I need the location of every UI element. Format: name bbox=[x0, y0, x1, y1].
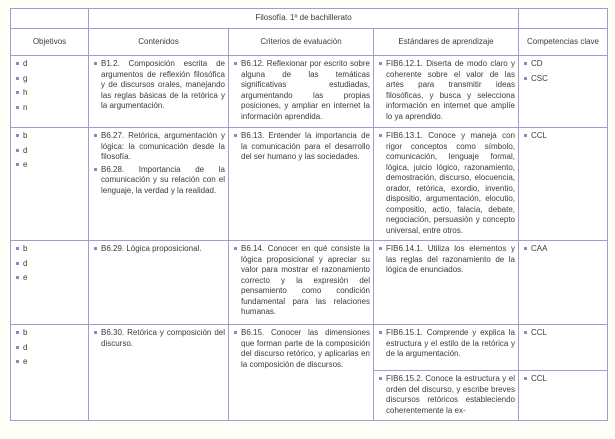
bullet-item bbox=[92, 59, 225, 112]
item-text: e bbox=[23, 273, 28, 282]
item-text: B6.27. Retórica, argumentación y lógica: la comunicación desde la filosofía. bbox=[101, 131, 225, 161]
item-text: d bbox=[23, 258, 28, 268]
item-text: B6.12. Reflexionar por escrito sobre alguna de las temáticas significativas estudiadas, argumentando las propias posiciones, y ampliar en internet la información aprendida. bbox=[241, 59, 370, 121]
header-competencias-clave: Competencias clave bbox=[519, 29, 608, 56]
objetivos-cell bbox=[11, 56, 89, 128]
competencias-cell bbox=[519, 371, 608, 421]
competencias-cell bbox=[519, 128, 608, 241]
column-header-row bbox=[11, 29, 608, 56]
header-criterios-evaluacion: Criterios de evaluación bbox=[229, 29, 374, 56]
bullet-square-icon bbox=[379, 134, 382, 137]
bullet-item bbox=[14, 103, 85, 114]
competencias-cell bbox=[519, 56, 608, 128]
item-text: e bbox=[23, 160, 28, 169]
bullet-item bbox=[522, 131, 604, 142]
item-text: d bbox=[23, 59, 28, 68]
item-text: b bbox=[23, 131, 28, 140]
bullet-item bbox=[377, 59, 515, 122]
estandares-cell bbox=[374, 371, 519, 421]
item-text: CCL bbox=[531, 374, 548, 383]
item-text: FIB6.14.1. Utiliza los elementos y las reglas del razonamiento de la lógica de enunciados. bbox=[386, 244, 515, 274]
criterios-cell bbox=[229, 56, 374, 128]
bullet-item bbox=[14, 244, 85, 255]
item-text: FIB6.13.1. Conoce y maneja con rigor conceptos como símbolo, comunicación, lenguaje formal, lógica, juicio lógico, razonamiento, demostración, discurso, elocuencia, orador, retórica, exordio, inventio, dispositio, argumentación, elocutio, compositio, actio, falacia, debate, negociación, persuasión y concepto universal, entre otros. bbox=[386, 131, 515, 235]
header-contenidos: Contenidos bbox=[89, 29, 229, 56]
bullet-item bbox=[14, 328, 85, 339]
bullet-item bbox=[522, 328, 604, 339]
bullet-square-icon bbox=[524, 134, 527, 137]
estandares-cell-items bbox=[374, 325, 518, 364]
objetivos-cell-items bbox=[11, 325, 88, 374]
item-text: FIB6.12.1. Diserta de modo claro y coherente sobre el valor de las artes para transmitir ideas filosóficas, y busca y selecciona información en internet que amplíe lo ya aprendido. bbox=[386, 59, 515, 121]
bullet-item bbox=[14, 88, 85, 99]
bullet-item bbox=[92, 131, 225, 163]
competencias-cell bbox=[519, 241, 608, 325]
title-row-right-empty-cell bbox=[519, 9, 608, 29]
bullet-square-icon bbox=[16, 62, 19, 65]
criterios-cell-items bbox=[229, 56, 373, 126]
bullet-square-icon bbox=[234, 134, 237, 137]
table-body bbox=[11, 56, 608, 421]
bullet-item bbox=[92, 328, 225, 349]
item-text: B6.30. Retórica y composición del discurso. bbox=[101, 328, 225, 348]
bullet-item bbox=[377, 374, 515, 416]
item-text: CCL bbox=[531, 328, 548, 337]
bullet-square-icon bbox=[94, 331, 97, 334]
bullet-item bbox=[522, 59, 604, 70]
estandares-cell bbox=[374, 325, 519, 371]
bullet-item bbox=[377, 131, 515, 236]
objetivos-cell bbox=[11, 241, 89, 325]
bullet-square-icon bbox=[94, 134, 97, 137]
table-row bbox=[11, 56, 608, 128]
bullet-item bbox=[232, 328, 370, 370]
bullet-square-icon bbox=[94, 168, 97, 171]
bullet-square-icon bbox=[379, 331, 382, 334]
contenidos-cell-items bbox=[89, 56, 228, 116]
bullet-item bbox=[377, 328, 515, 360]
bullet-square-icon bbox=[379, 377, 382, 380]
bullet-square-icon bbox=[379, 62, 382, 65]
item-text: d bbox=[23, 342, 28, 352]
bullet-square-icon bbox=[524, 77, 527, 80]
bullet-square-icon bbox=[524, 247, 527, 250]
bullet-square-icon bbox=[16, 163, 19, 166]
competencias-cell-items bbox=[519, 325, 607, 345]
estandares-cell bbox=[374, 128, 519, 241]
bullet-item bbox=[232, 131, 370, 163]
competencias-cell bbox=[519, 325, 608, 371]
curriculum-table bbox=[10, 8, 608, 421]
item-text: B6.15. Conocer las dimensiones que forman parte de la composición del discurso retórico, y aplicarlas en la composición de discursos. bbox=[241, 328, 370, 369]
bullet-item bbox=[14, 131, 85, 142]
bullet-item bbox=[14, 74, 85, 85]
item-text: B6.29. Lógica proposicional. bbox=[101, 244, 202, 253]
bullet-item bbox=[14, 343, 85, 354]
bullet-item bbox=[522, 374, 604, 385]
bullet-item bbox=[377, 244, 515, 276]
title-row-left-empty-cell bbox=[11, 9, 89, 29]
objetivos-cell-items bbox=[11, 128, 88, 177]
bullet-item bbox=[14, 273, 85, 284]
contenidos-cell-items bbox=[89, 241, 228, 259]
bullet-square-icon bbox=[16, 360, 19, 363]
criterios-cell-items bbox=[229, 128, 373, 167]
bullet-square-icon bbox=[524, 331, 527, 334]
header-objetivos: Objetivos bbox=[11, 29, 89, 56]
objetivos-cell bbox=[11, 325, 89, 421]
bullet-square-icon bbox=[524, 377, 527, 380]
table-title: Filosofía. 1º de bachillerato bbox=[89, 9, 519, 29]
contenidos-cell-items bbox=[89, 128, 228, 200]
estandares-cell-items bbox=[374, 128, 518, 240]
table-title-row bbox=[11, 9, 608, 29]
contenidos-cell-items bbox=[89, 325, 228, 353]
bullet-square-icon bbox=[234, 62, 237, 65]
header-estandares-aprendizaje: Estándares de aprendizaje bbox=[374, 29, 519, 56]
item-text: B6.14. Conocer en qué consiste la lógica proposicional y apreciar su valor para mostrar el razonamiento correcto y la expresión del pensamiento como condición fundamental para las relaciones humanas. bbox=[241, 244, 370, 316]
contenidos-cell bbox=[89, 241, 229, 325]
bullet-square-icon bbox=[234, 247, 237, 250]
contenidos-cell bbox=[89, 128, 229, 241]
estandares-cell-items bbox=[374, 56, 518, 126]
item-text: CD bbox=[531, 59, 543, 68]
bullet-item bbox=[92, 244, 225, 255]
criterios-cell bbox=[229, 325, 374, 421]
bullet-square-icon bbox=[16, 149, 19, 152]
item-text: B6.13. Entender la importancia de la comunicación para el desarrollo del ser humano y las sociedades. bbox=[241, 131, 370, 161]
bullet-item bbox=[14, 259, 85, 270]
bullet-item bbox=[92, 165, 225, 197]
estandares-cell-items bbox=[374, 371, 518, 420]
bullet-square-icon bbox=[234, 331, 237, 334]
item-text: n bbox=[23, 102, 28, 112]
item-text: B6.28. Importancia de la comunicación y su relación con el lenguaje, la verdad y la realidad. bbox=[101, 164, 225, 195]
table-row bbox=[11, 241, 608, 325]
bullet-square-icon bbox=[16, 106, 19, 109]
bullet-item bbox=[232, 59, 370, 122]
bullet-item bbox=[14, 59, 85, 70]
criterios-cell-items bbox=[229, 241, 373, 322]
bullet-square-icon bbox=[16, 262, 19, 265]
bullet-square-icon bbox=[94, 62, 97, 65]
competencias-cell-items bbox=[519, 56, 607, 90]
item-text: CSC bbox=[531, 73, 548, 83]
item-text: FIB6.15.2. Conoce la estructura y el orden del discurso, y escribe breves discursos retóricos estableciendo coherentemente la ex- bbox=[386, 374, 515, 415]
bullet-square-icon bbox=[16, 276, 19, 279]
bullet-square-icon bbox=[16, 247, 19, 250]
table-row bbox=[11, 128, 608, 241]
bullet-item bbox=[14, 357, 85, 368]
item-text: CCL bbox=[531, 131, 548, 140]
objetivos-cell bbox=[11, 128, 89, 241]
bullet-square-icon bbox=[16, 91, 19, 94]
bullet-item bbox=[14, 146, 85, 157]
bullet-item bbox=[232, 244, 370, 318]
bullet-square-icon bbox=[94, 247, 97, 250]
estandares-cell bbox=[374, 56, 519, 128]
item-text: d bbox=[23, 145, 28, 155]
competencias-cell-items bbox=[519, 241, 607, 261]
item-text: h bbox=[23, 88, 28, 97]
bullet-square-icon bbox=[16, 331, 19, 334]
item-text: FIB6.15.1. Comprende y explica la estructura y el estilo de la retórica y de la argumentación. bbox=[386, 328, 515, 358]
table-row bbox=[11, 325, 608, 371]
item-text: CAA bbox=[531, 244, 548, 253]
item-text: e bbox=[23, 357, 28, 366]
bullet-square-icon bbox=[524, 62, 527, 65]
bullet-square-icon bbox=[16, 346, 19, 349]
item-text: b bbox=[23, 328, 28, 337]
competencias-cell-items bbox=[519, 371, 607, 391]
criterios-cell-items bbox=[229, 325, 373, 374]
estandares-cell-items bbox=[374, 241, 518, 280]
contenidos-cell bbox=[89, 325, 229, 421]
objetivos-cell-items bbox=[11, 56, 88, 119]
criterios-cell bbox=[229, 128, 374, 241]
bullet-square-icon bbox=[379, 247, 382, 250]
bullet-square-icon bbox=[16, 134, 19, 137]
bullet-item bbox=[14, 160, 85, 171]
bullet-square-icon bbox=[16, 77, 19, 80]
contenidos-cell bbox=[89, 56, 229, 128]
item-text: b bbox=[23, 244, 28, 253]
competencias-cell-items bbox=[519, 128, 607, 148]
criterios-cell bbox=[229, 241, 374, 325]
objetivos-cell-items bbox=[11, 241, 88, 290]
estandares-cell bbox=[374, 241, 519, 325]
item-text: g bbox=[23, 73, 28, 83]
table-head bbox=[11, 9, 608, 56]
bullet-item bbox=[522, 244, 604, 255]
item-text: B1.2. Composición escrita de argumentos de reflexión filosófica y de discursos orales, manejando las reglas básicas de la retórica y la argumentación. bbox=[101, 59, 225, 110]
bullet-item bbox=[522, 74, 604, 85]
